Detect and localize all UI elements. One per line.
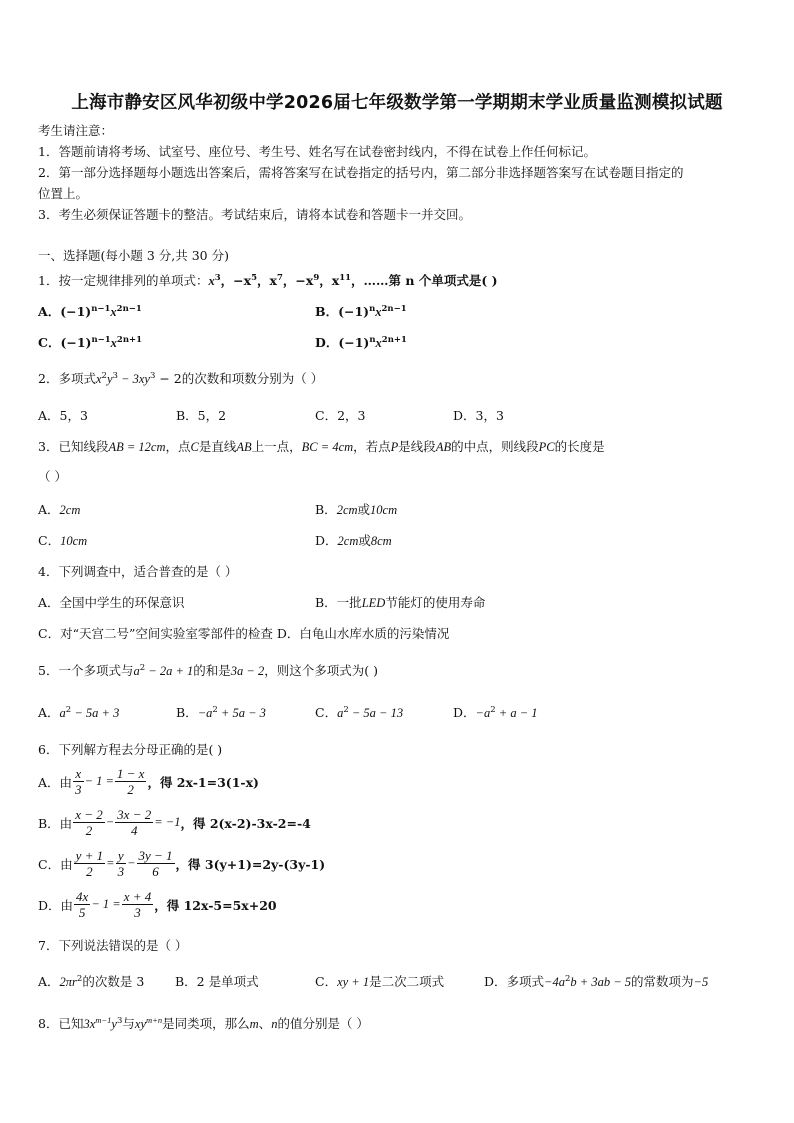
q8-text: 与 — [122, 1016, 135, 1031]
q6c-f1-num: y + 1 — [75, 848, 104, 863]
q6b-frac-1 — [73, 807, 105, 838]
question-5-option-d — [453, 703, 538, 721]
page-title: 上海市静安区风华初级中学2026届七年级数学第一学期期末学业质量监测模拟试题 — [71, 93, 723, 113]
q5b-label: B． — [176, 705, 198, 720]
q5c-var: a — [337, 706, 344, 720]
question-7-option-c — [315, 972, 444, 990]
q8-var: y — [111, 1017, 117, 1031]
q5-expr: 3a − 2 — [230, 664, 265, 678]
q1-term-tail: ，……第 n 个单项式是( ) — [351, 273, 498, 288]
question-2-option-a: A．5，3 — [38, 408, 88, 423]
q6d-f1-den: 5 — [78, 905, 86, 920]
q7c-label: C． — [315, 974, 338, 989]
q6a-result: ，得 2x-1=3(1-x) — [147, 774, 259, 790]
q5b-var: −a — [197, 706, 213, 720]
question-6-option-a — [38, 766, 259, 797]
q8-term: xy — [134, 1017, 146, 1031]
q3d-or: 或 — [358, 533, 371, 548]
q5b-expr: + 5a − 3 — [217, 706, 266, 720]
q4b-text2: 节能灯的使用寿命 — [385, 595, 486, 610]
q7d-label: D．多项式 — [484, 974, 545, 989]
q6d-f1-num: 4x — [76, 889, 89, 904]
q3-math: C — [190, 440, 199, 454]
q6c-frac-3 — [137, 848, 175, 879]
question-4-options-cd: C．对“天宫二号”空间实验室零部件的检查 D．白龟山水库水质的污染情况 — [38, 626, 450, 641]
question-1-option-b — [315, 302, 407, 320]
q6a-frac-2 — [115, 766, 147, 797]
q1-exp: 3 — [214, 273, 221, 283]
question-2-option-b: B．5，2 — [176, 408, 227, 423]
question-3-stem — [38, 437, 605, 455]
question-4-option-a: A．全国中学生的环保意识 — [38, 595, 185, 610]
q1c-exp2: 2n+1 — [116, 335, 143, 345]
q6b-op: − — [105, 815, 115, 829]
q6a-label: A．由 — [38, 774, 73, 790]
q8-var: m — [249, 1017, 259, 1031]
q5a-exp: 2 — [65, 705, 72, 715]
question-2-stem — [38, 369, 323, 387]
q3-text: 的中点，则线段 — [451, 439, 539, 454]
q6d-f2-num: x + 4 — [123, 889, 152, 904]
q3c-value: 10cm — [60, 534, 88, 548]
question-3-option-b — [315, 500, 397, 518]
notice-item-3: 3．考生必须保证答题卡的整洁。考试结束后，请将本试卷和答题卡一并交回。 — [38, 207, 471, 222]
q1d-var: x — [375, 336, 382, 350]
question-5-option-a — [38, 703, 119, 721]
notice-item-2: 2．第一部分选择题每小题选出答案后，需将答案写在试卷指定的括号内，第二部分非选择题答案写在试卷题目指定的 — [38, 165, 684, 180]
q4b-led: LED — [361, 596, 386, 610]
q3-math: PC — [538, 440, 555, 454]
q5a-label: A． — [38, 705, 60, 720]
q6b-f2-den: 4 — [130, 823, 138, 838]
q6a-f2-den: 2 — [127, 782, 134, 797]
q2-term: − 3xy — [117, 372, 150, 386]
q8-term: 3x — [83, 1017, 96, 1031]
q5a-var: a — [59, 706, 66, 720]
q5c-expr: − 5a − 13 — [348, 706, 404, 720]
q2-stem-text: 2．多项式 — [38, 371, 96, 386]
q1b-exp2: 2n−1 — [381, 304, 407, 314]
q7d-text: 的常数项为 — [631, 974, 694, 989]
q5-var: a — [133, 664, 140, 678]
q7d-const: −5 — [693, 975, 709, 989]
question-7-option-a — [38, 972, 144, 990]
notice-heading: 考生请注意： — [38, 123, 114, 138]
question-1-stem — [38, 271, 498, 289]
q6c-f3-den: 6 — [152, 864, 159, 879]
notice-item-1: 1．答题前请将考场、试室号、座位号、考生号、姓名写在试卷密封线内，不得在试卷上作任何标记。 — [38, 144, 596, 159]
q5-text: 的和是 — [193, 663, 231, 678]
q7a-text: 的次数是 3 — [82, 974, 145, 989]
q3-text: ，点 — [165, 439, 191, 454]
q1-term: ，−x — [282, 273, 314, 288]
q4b-text: B．一批 — [315, 595, 362, 610]
q1-term: ，x — [257, 273, 277, 288]
q7c-expr: xy + 1 — [337, 975, 370, 989]
q2-exp: 3 — [149, 371, 156, 381]
q3-text: 是直线 — [198, 439, 237, 454]
q1c-var: x — [110, 336, 117, 350]
q8-text: 的值分别是（ ） — [277, 1016, 369, 1031]
q5-expr: − 2a + 1 — [145, 664, 194, 678]
q6a-f1-num: x — [73, 766, 84, 782]
q3-text: 上一点， — [251, 439, 302, 454]
q3d-value: 2cm — [337, 534, 359, 548]
q3a-value: 2cm — [59, 503, 81, 517]
q1a-exp: n−1 — [91, 304, 111, 314]
q7d-expr: −4a — [544, 975, 565, 989]
q3a-label: A． — [38, 502, 60, 517]
q2-var: y — [106, 372, 113, 386]
q3-text: 是线段 — [398, 439, 436, 454]
q3b-label: B． — [315, 502, 337, 517]
section-heading: 一、选择题(每小题 3 分,共 30 分) — [38, 248, 229, 263]
q6a-f2-num: 1 − x — [116, 766, 145, 781]
q6c-f1-den: 2 — [86, 864, 93, 879]
q7a-label: A． — [38, 974, 60, 989]
q3-text: 3．已知线段 — [38, 439, 109, 454]
question-2-option-c: C．2，3 — [315, 408, 366, 423]
q5d-exp: 2 — [490, 705, 496, 715]
question-5-option-c — [315, 703, 403, 721]
q5-text: 5．一个多项式与 — [38, 663, 134, 678]
q8-exp: m−1 — [95, 1015, 112, 1025]
q1b-exp: n — [369, 304, 376, 314]
question-3-option-a — [38, 500, 80, 518]
q6d-op: − 1 = — [91, 897, 121, 911]
q3-math: AB = 12cm — [108, 440, 166, 454]
q8-text: 、 — [258, 1016, 272, 1031]
question-4-stem: 4．下列调查中，适合普查的是（ ） — [38, 564, 238, 579]
q6c-f3-num: 3y − 1 — [138, 848, 173, 863]
question-6-option-d — [38, 889, 277, 920]
q3d-label: D． — [315, 533, 338, 548]
q6b-frac-2 — [115, 807, 153, 838]
q6c-label: C．由 — [38, 856, 73, 872]
q6c-frac-1 — [74, 848, 106, 879]
question-6-option-c — [38, 848, 325, 879]
question-7-stem: 7．下列说法错误的是（ ） — [38, 938, 188, 953]
question-7-option-d — [484, 972, 708, 990]
q3b-value2: 10cm — [370, 503, 398, 517]
q6d-frac-1 — [74, 889, 90, 920]
q1-term: ，x — [319, 273, 340, 288]
q2-var: x — [95, 372, 102, 386]
q7d-exp: 2 — [564, 974, 571, 984]
question-3-paren: （ ） — [38, 469, 67, 484]
question-1-option-c — [38, 333, 142, 351]
q1-exp: 11 — [339, 273, 352, 283]
q2-stem-tail: 的次数和项数分别为（ ） — [181, 371, 324, 386]
q6d-label: D．由 — [38, 897, 74, 913]
q6a-op: − 1 = — [84, 774, 114, 788]
q3b-value: 2cm — [336, 503, 358, 517]
q6c-op: = — [106, 856, 115, 870]
q1-exp: 7 — [276, 273, 283, 283]
q6b-f1-den: 2 — [85, 823, 93, 838]
q6c-result: ，得 3(y+1)=2y-(3y-1) — [175, 856, 326, 872]
q1a-exp2: 2n−1 — [116, 304, 142, 314]
q3-math: AB — [435, 440, 452, 454]
q6b-f1-num: x − 2 — [75, 807, 103, 822]
q3-math: BC = 4cm — [301, 440, 354, 454]
q6b-result: ，得 2(x-2)-3x-2=-4 — [180, 815, 311, 831]
q8-exp: 3 — [116, 1016, 123, 1026]
q6b-label: B．由 — [38, 815, 73, 831]
q5c-label: C． — [315, 705, 338, 720]
q2-const: − 2 — [155, 371, 182, 386]
q6c-frac-2 — [116, 848, 127, 879]
q1d-exp2: 2n+1 — [381, 335, 407, 345]
q7a-expr: 2πr — [59, 975, 77, 989]
q1-exp: 5 — [251, 273, 257, 283]
q5d-expr: + a − 1 — [495, 706, 538, 720]
q5d-label: D． — [453, 705, 476, 720]
question-4-option-b — [315, 593, 485, 611]
q5d-var: −a — [475, 706, 491, 720]
q6c-f2-num: y — [116, 848, 127, 864]
q8-text: 是同类项，那么 — [162, 1016, 250, 1031]
q1d-exp: n — [369, 335, 376, 345]
q1-term: ，−x — [220, 273, 252, 288]
q1-stem-text: 1．按一定规律排列的单项式： — [38, 273, 209, 288]
q1a-var: x — [110, 305, 117, 319]
q6a-frac-1 — [73, 766, 84, 797]
q1c-exp: n−1 — [91, 335, 111, 345]
q3c-label: C． — [38, 533, 61, 548]
q1c-text: C．(−1) — [38, 335, 92, 350]
q1-exp: 9 — [313, 273, 320, 283]
q3-text: 的长度是 — [554, 439, 605, 454]
q1d-text: D．(−1) — [315, 335, 370, 350]
q6a-f1-den: 3 — [75, 782, 82, 797]
q6d-f2-den: 3 — [134, 905, 141, 920]
notice-item-2-cont: 位置上。 — [38, 186, 89, 201]
question-5-stem — [38, 661, 378, 679]
q1b-var: x — [375, 305, 382, 319]
q5-text: ，则这个多项式为( ) — [264, 663, 378, 678]
q3-text: ，若点 — [353, 439, 391, 454]
q8-text: 8．已知 — [38, 1016, 84, 1031]
question-2-option-d: D．3，3 — [453, 408, 504, 423]
q6c-f2-den: 3 — [117, 864, 125, 879]
q3b-or: 或 — [357, 502, 371, 517]
q5-exp: 2 — [139, 663, 146, 673]
q7d-expr2: b + 3ab − 5 — [570, 975, 632, 989]
question-5-option-b — [176, 703, 266, 721]
q1a-text: A．(−1) — [38, 304, 92, 319]
q3-math: P — [390, 440, 399, 454]
q6d-frac-2 — [122, 889, 154, 920]
q6d-result: ，得 12x-5=5x+20 — [154, 897, 277, 913]
q6c-op2: − — [127, 856, 136, 870]
question-3-option-c — [38, 531, 87, 549]
question-7-option-b: B．2 是单项式 — [175, 974, 259, 989]
question-1-option-d — [315, 333, 407, 351]
q5a-expr: − 5a + 3 — [71, 706, 120, 720]
q8-exp: m+n — [146, 1015, 163, 1025]
question-6-stem: 6．下列解方程去分母正确的是( ) — [38, 742, 223, 757]
q6b-f2-num: 3x − 2 — [117, 807, 152, 822]
question-6-option-b — [38, 807, 311, 838]
q7c-text: 是二次二项式 — [369, 974, 445, 989]
question-8-stem — [38, 1014, 369, 1032]
q8-var: n — [271, 1017, 278, 1031]
q6b-tail: = −1 — [154, 815, 181, 829]
q3d-value2: 8cm — [370, 534, 392, 548]
q1b-text: B．(−1) — [315, 304, 370, 319]
q5c-exp: 2 — [343, 705, 349, 715]
q7a-exp: 2 — [76, 974, 83, 984]
q3-math: AB — [236, 440, 252, 454]
question-3-option-d — [315, 531, 392, 549]
q2-exp: 3 — [112, 371, 118, 381]
q2-exp: 2 — [101, 371, 107, 381]
question-1-option-a — [38, 302, 142, 320]
q5b-exp: 2 — [212, 705, 218, 715]
q1-term: x — [208, 274, 215, 288]
